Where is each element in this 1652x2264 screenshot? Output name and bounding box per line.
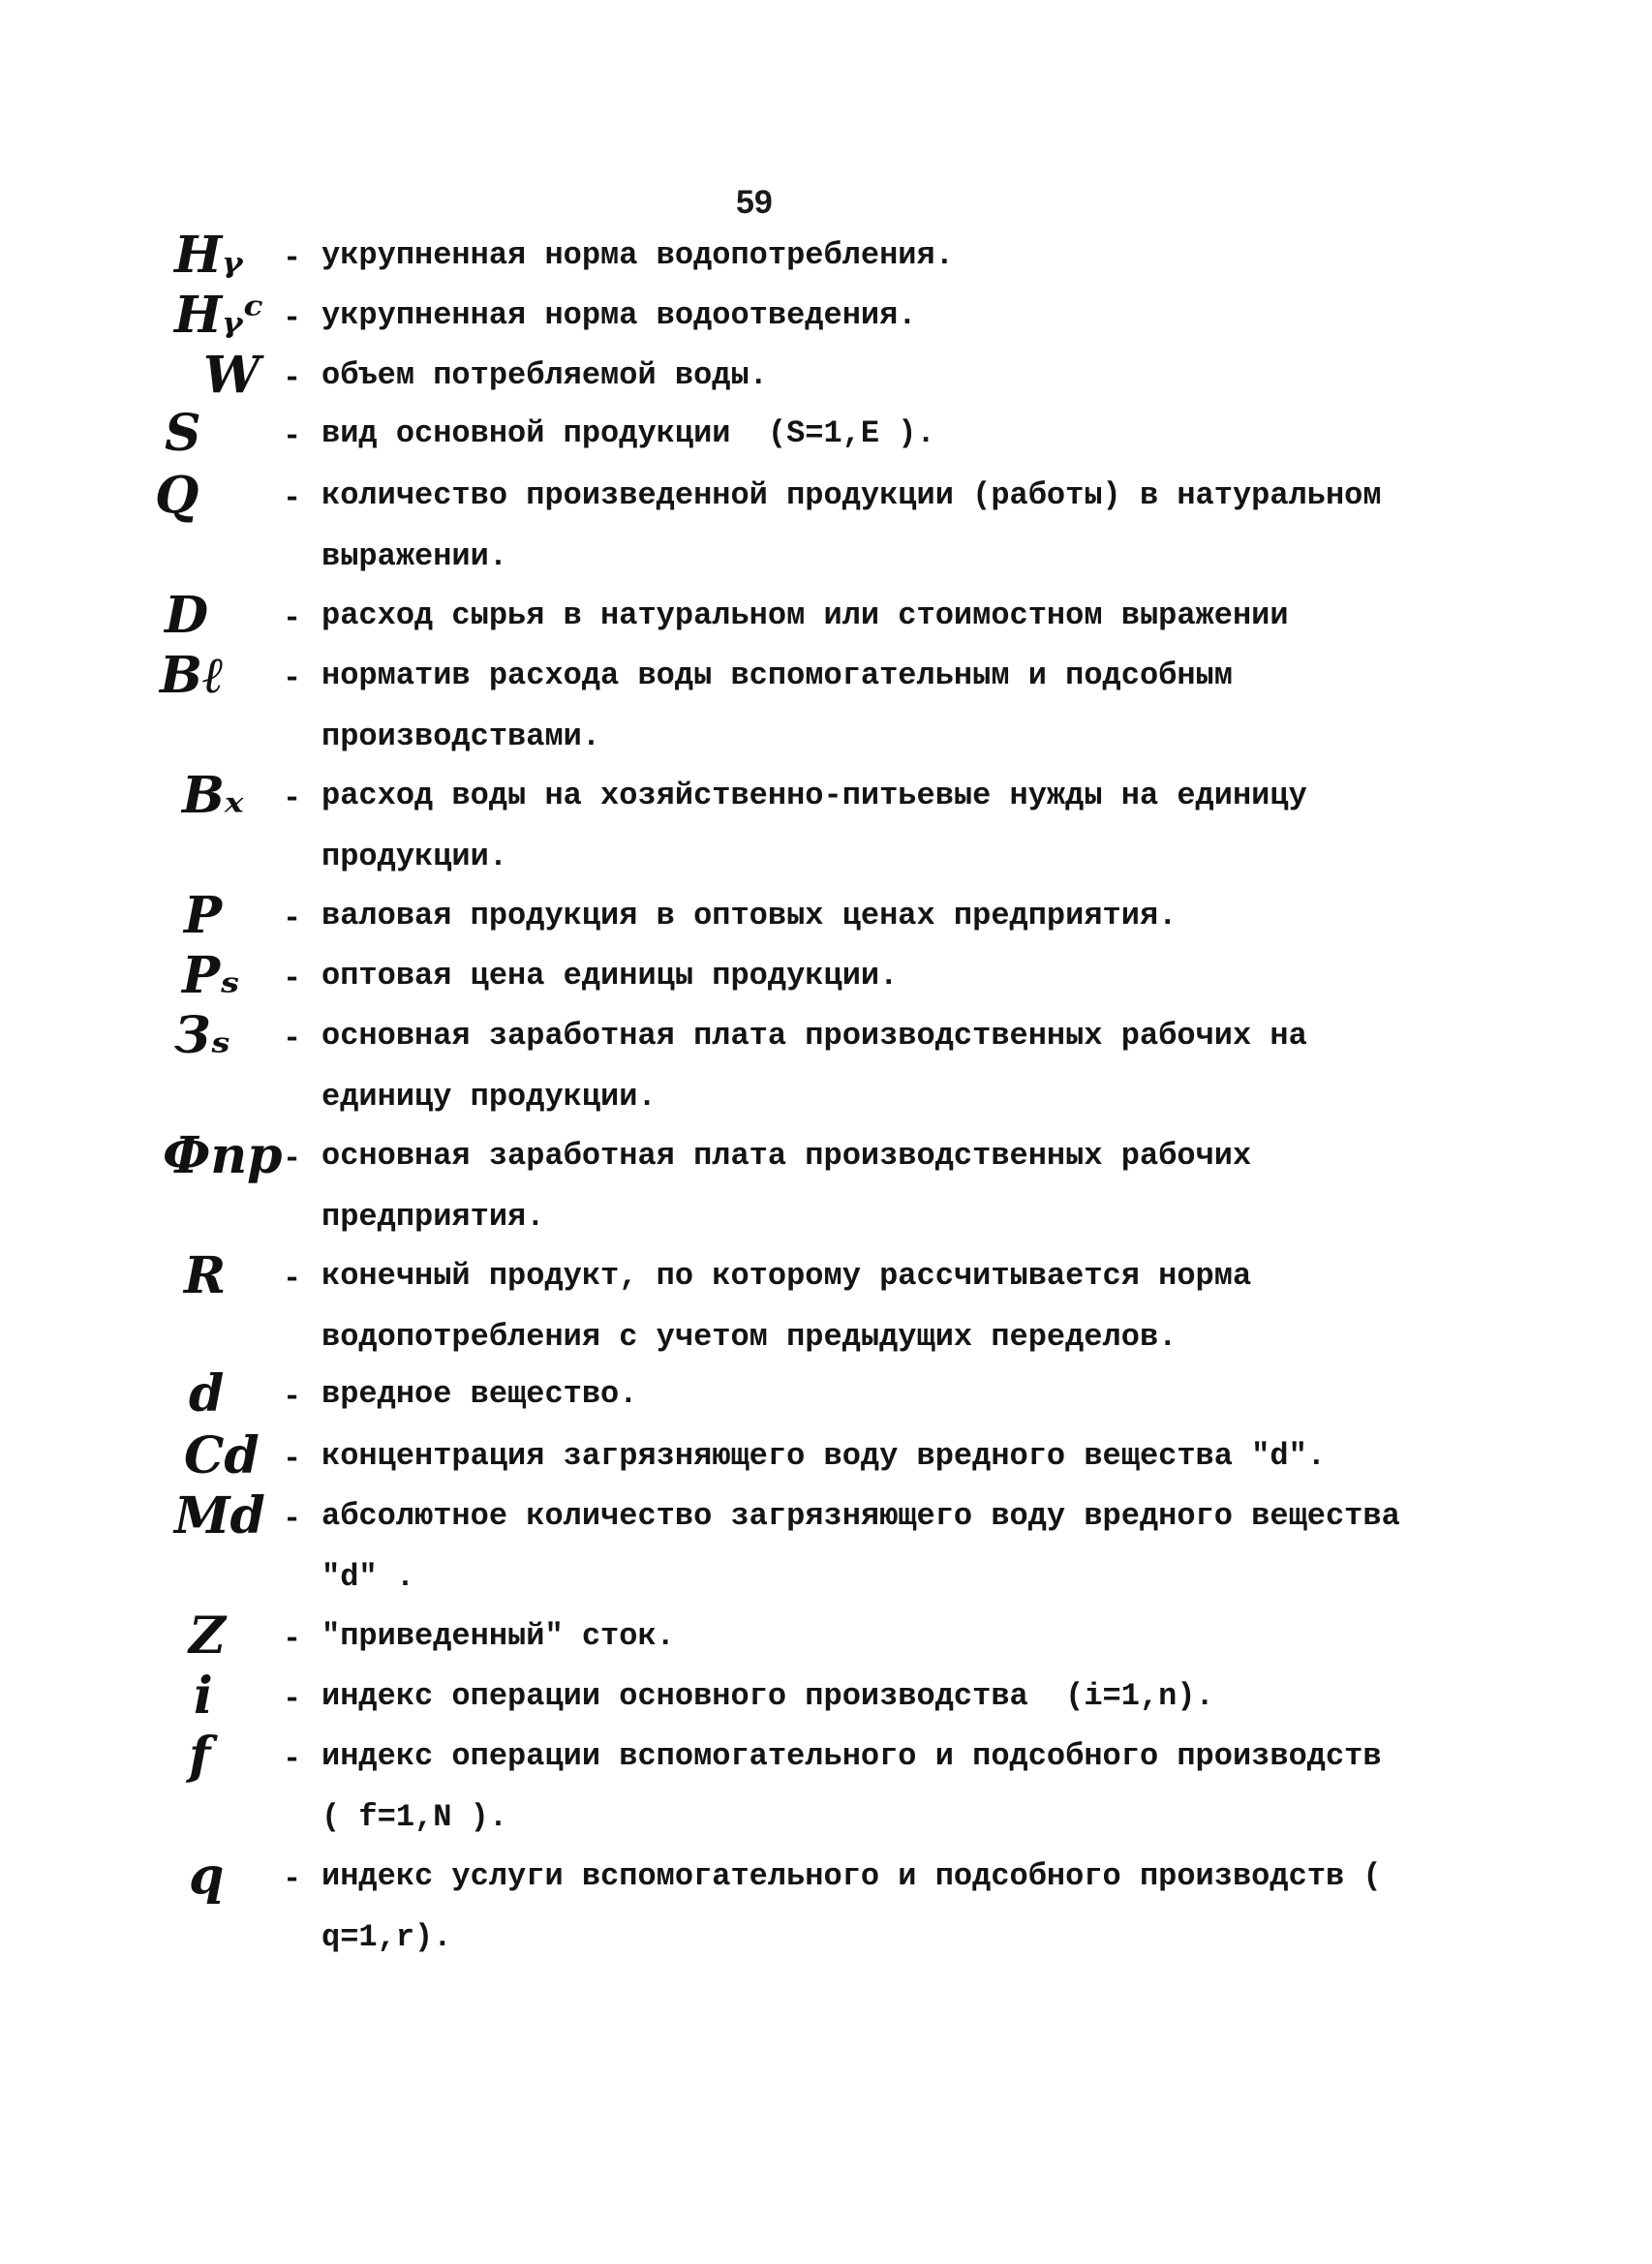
symbol: S bbox=[165, 404, 201, 463]
symbol: f bbox=[189, 1727, 211, 1786]
definition-text: индекс операции основного производства (i=1,n). bbox=[321, 1678, 1214, 1714]
dash: - bbox=[283, 600, 302, 636]
dash: - bbox=[283, 418, 302, 454]
dash: - bbox=[283, 1261, 302, 1297]
definition-text: основная заработная плата производственных рабочих предприятия. bbox=[321, 1138, 1270, 1235]
page-number: 59 bbox=[736, 184, 773, 221]
symbol: i bbox=[194, 1667, 213, 1726]
definition-text: индекс услуги вспомогательного и подсобного производств ( q=1,r). bbox=[321, 1858, 1400, 1955]
dash: - bbox=[283, 240, 302, 276]
definition-text: вредное вещество. bbox=[321, 1376, 638, 1412]
symbol: q bbox=[189, 1847, 225, 1906]
dash: - bbox=[283, 1621, 302, 1657]
definition-text: укрупненная норма водоотведения. bbox=[321, 297, 917, 333]
symbol: d bbox=[189, 1364, 225, 1423]
dash: - bbox=[283, 300, 302, 336]
dash: - bbox=[283, 660, 302, 696]
definition-text: валовая продукция в оптовых ценах предприятия. bbox=[321, 898, 1178, 933]
dash: - bbox=[283, 480, 302, 516]
dash: - bbox=[283, 360, 302, 396]
symbol: Фпр bbox=[163, 1126, 283, 1185]
symbol: Z bbox=[189, 1606, 226, 1666]
symbol: Hᵧ bbox=[174, 226, 243, 285]
symbol: R bbox=[184, 1246, 227, 1305]
dash: - bbox=[283, 901, 302, 936]
definition-text: норматив расхода воды вспомогательным и подсобным производствами. bbox=[321, 658, 1252, 754]
definition-text: основная заработная плата производственных рабочих на единицу продукции. bbox=[321, 1018, 1326, 1115]
definition-text: оптовая цена единицы продукции. bbox=[321, 958, 899, 994]
definition-text: объем потребляемой воды. bbox=[321, 357, 768, 393]
dash: - bbox=[283, 780, 302, 816]
definition-text: конечный продукт, по которому рассчитывается норма водопотребления с учетом предыдущих переделов. bbox=[321, 1258, 1270, 1355]
dash: - bbox=[283, 1379, 302, 1415]
dash: - bbox=[283, 1141, 302, 1177]
definition-text: абсолютное количество загрязняющего воду вредного вещества "d" . bbox=[321, 1498, 1419, 1595]
symbol: Q bbox=[155, 466, 199, 525]
symbol: D bbox=[165, 586, 209, 645]
definition-text: расход воды на хозяйственно-питьевые нужды на единицу продукции. bbox=[321, 778, 1326, 874]
definition-text: индекс операции вспомогательного и подсобного производств ( f=1,N ). bbox=[321, 1738, 1400, 1835]
symbol: Pₛ bbox=[182, 946, 240, 1005]
definition-text: количество произведенной продукции (работы) в натуральном выражении. bbox=[321, 477, 1400, 574]
dash: - bbox=[283, 1861, 302, 1897]
symbol: Hᵧᶜ bbox=[174, 286, 264, 345]
dash: - bbox=[283, 1501, 302, 1537]
symbol: P bbox=[184, 886, 223, 945]
definition-text: расход сырья в натуральном или стоимостном выражении bbox=[321, 597, 1289, 633]
definition-text: укрупненная норма водопотребления. bbox=[321, 237, 954, 273]
symbol: W bbox=[203, 346, 260, 405]
definition-text: вид основной продукции (S=1,E ). bbox=[321, 415, 935, 451]
dash: - bbox=[283, 1681, 302, 1717]
symbol: Зₛ bbox=[174, 1006, 231, 1065]
definition-text: концентрация загрязняющего воду вредного вещества "d". bbox=[321, 1438, 1326, 1474]
symbol: Cd bbox=[184, 1426, 260, 1485]
symbol: Вₓ bbox=[182, 766, 244, 825]
dash: - bbox=[283, 1021, 302, 1056]
dash: - bbox=[283, 1741, 302, 1777]
dash: - bbox=[283, 1441, 302, 1477]
symbol: Md bbox=[174, 1486, 265, 1545]
symbol: Вℓ bbox=[160, 646, 225, 705]
definition-text: "приведенный" сток. bbox=[321, 1618, 675, 1654]
dash: - bbox=[283, 961, 302, 996]
